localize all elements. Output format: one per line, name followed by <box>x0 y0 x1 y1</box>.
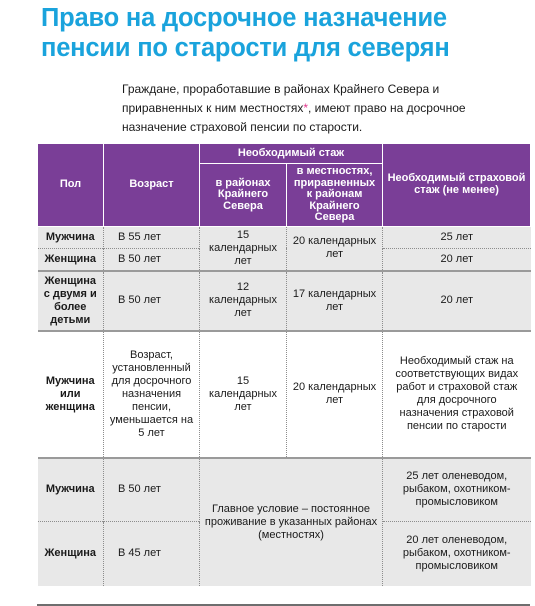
row-sex: Мужчина или женщина <box>38 331 104 458</box>
row-sex: Женщина <box>38 248 104 270</box>
row-equivalent: 20 календарных лет <box>287 226 383 271</box>
row-age: В 50 лет <box>104 271 200 331</box>
row-sex: Мужчина <box>38 226 104 248</box>
row-far-north: 15 календарных лет <box>200 226 287 271</box>
header-far-north: в районах Крайнего Севера <box>200 164 287 227</box>
table-row <box>38 458 531 522</box>
row-sex: Женщина с двумя и более детьми <box>38 271 104 331</box>
header-insurance-experience: Необходимый страховой стаж (не менее) <box>383 144 531 227</box>
intro-text-before: Граждане, проработавшие в районах Крайнего Севера и прирaвненных к ним местностях <box>122 82 440 115</box>
intro-paragraph <box>122 80 522 137</box>
row-equivalent: 20 календарных лет <box>287 331 383 458</box>
row-insurance: Необходимый стаж на соответствующих видах работ и страховой стаж для досрочного назначения страховой пенсии по старости <box>383 331 531 458</box>
row-insurance: 20 лет <box>383 248 531 270</box>
row-age: В 50 лет <box>104 248 200 270</box>
row-equivalent: 17 календарных лет <box>287 271 383 331</box>
footnote-asterisk: * <box>303 101 308 115</box>
row-far-north: 12 календарных лет <box>200 271 287 331</box>
row-insurance: 25 лет <box>383 226 531 248</box>
header-required-experience: Необходимый стаж <box>200 144 383 164</box>
row-far-north: 15 календарных лет <box>200 331 287 458</box>
row-age: В 50 лет <box>104 458 200 522</box>
main-condition: Главное условие – постоянное проживание в указанных районах (местностях) <box>200 458 383 586</box>
table-row <box>38 226 531 248</box>
row-sex: Мужчина <box>38 458 104 522</box>
pension-table <box>37 143 531 586</box>
header-age: Возраст <box>104 144 200 227</box>
table-row <box>38 331 531 458</box>
row-insurance: 25 лет оленеводом, рыбаком, охотником-промысловиком <box>383 458 531 522</box>
table-row <box>38 271 531 331</box>
header-equivalent-areas: в местностях, приравненных к районам Крайнего Севера <box>287 164 383 227</box>
row-insurance: 20 лет <box>383 271 531 331</box>
row-age: В 55 лет <box>104 226 200 248</box>
row-age: В 45 лет <box>104 522 200 586</box>
row-sex: Женщина <box>38 522 104 586</box>
row-insurance: 20 лет оленеводом, рыбаком, охотником-промысловиком <box>383 522 531 586</box>
intro-text-after: , имеют право на досрочное назначение страховой пенсии по старости. <box>122 101 466 134</box>
header-sex: Пол <box>38 144 104 227</box>
row-age: Возраст, установленный для досрочного назначения пенсии, уменьшается на 5 лет <box>104 331 200 458</box>
page-title: Право на досрочное назначение пенсии по старости для северян <box>41 4 450 62</box>
